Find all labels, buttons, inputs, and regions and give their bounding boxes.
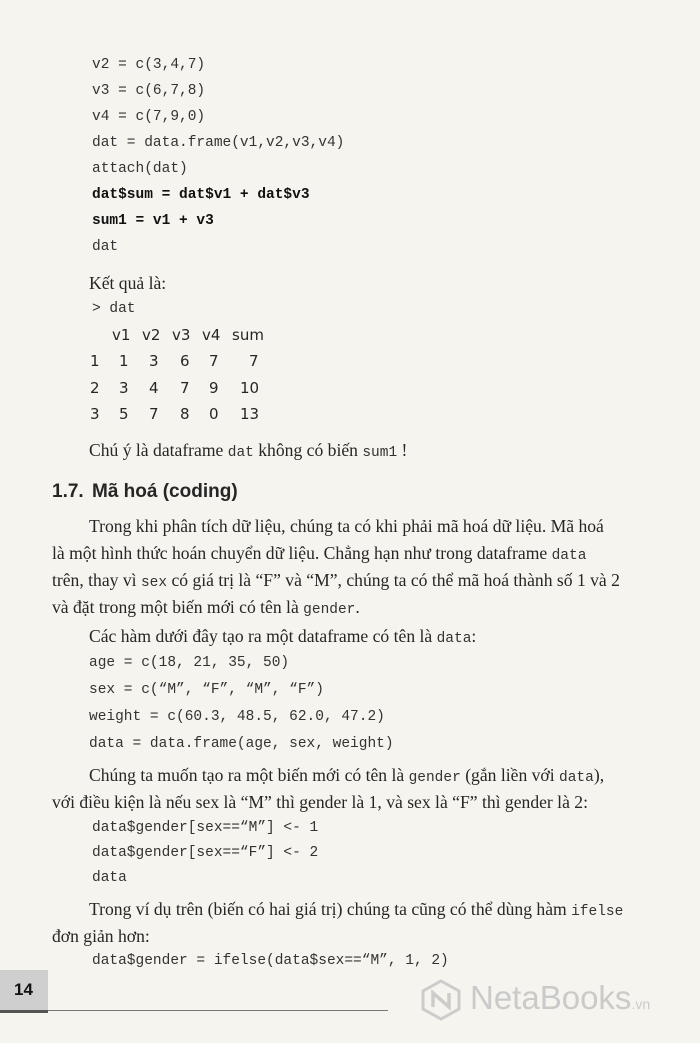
inline-code: gender	[408, 770, 461, 786]
text-part: trên, thay vì	[52, 570, 141, 590]
code-line: weight = c(60.3, 48.5, 62.0, 47.2)	[89, 709, 385, 725]
table-cell: 7	[249, 352, 259, 370]
text-part: Chúng ta muốn tạo ra một biến mới có tên là	[89, 765, 409, 785]
note-part: Chú ý là dataframe	[89, 440, 228, 460]
table-header-cell: v4	[202, 326, 221, 344]
table-header-cell: v3	[172, 326, 191, 344]
table-cell: 8	[180, 405, 190, 423]
table-cell: 1	[90, 352, 100, 370]
table-cell: 9	[209, 379, 219, 397]
table-header-cell: v2	[142, 326, 161, 344]
code-line: dat = data.frame(v1,v2,v3,v4)	[92, 135, 345, 151]
table-cell: 7	[180, 379, 190, 397]
inline-code: data	[436, 631, 472, 647]
text-part: Các hàm dưới đây tạo ra một dataframe có tên là	[89, 626, 437, 646]
code-line: dat	[92, 239, 119, 255]
inline-code: data	[559, 770, 594, 786]
code-line: data$gender = ifelse(data$sex==“M”, 1, 2)	[92, 953, 449, 969]
table-cell: 7	[149, 405, 159, 423]
table-cell: 3	[119, 379, 129, 397]
table-cell: 6	[180, 352, 190, 370]
code-line: data = data.frame(age, sex, weight)	[89, 736, 394, 752]
table-cell: 5	[119, 405, 129, 423]
text-part: ),	[593, 765, 605, 785]
table-cell: 7	[209, 352, 219, 370]
text-part: (gắn liền với	[460, 765, 560, 785]
note-text	[89, 437, 659, 467]
table-cell: 3	[90, 405, 100, 423]
paragraph-line	[52, 567, 656, 597]
code-line: sex = c(“M”, “F”, “M”, “F”)	[89, 682, 324, 698]
paragraph-line: đơn giản hơn:	[52, 926, 150, 946]
code-line: v2 = c(3,4,7)	[92, 57, 206, 73]
table-cell: 3	[149, 352, 159, 370]
code-line: v3 = c(6,7,8)	[92, 83, 206, 99]
code-line-bold: dat$sum = dat$v1 + dat$v3	[92, 187, 310, 203]
inline-code: sex	[140, 575, 168, 591]
inline-code: ifelse	[571, 904, 624, 920]
table-cell: 0	[209, 405, 219, 423]
text-part: :	[471, 626, 477, 646]
watermark-brand: NetaBooks	[470, 979, 632, 1016]
paragraph-line	[89, 896, 657, 926]
code-line: data$gender[sex==“F”] <- 2	[92, 845, 319, 861]
result-label: Kết quả là:	[89, 273, 167, 293]
note-part: không có biến	[253, 440, 363, 460]
watermark	[470, 979, 650, 1017]
paragraph-line: Trong khi phân tích dữ liệu, chúng ta có khi phải mã hoá dữ liệu. Mã hoá	[89, 516, 604, 536]
inline-code: gender	[303, 602, 356, 618]
note-part: !	[397, 440, 408, 460]
table-header-cell: v1	[112, 326, 131, 344]
section-number: 1.7.	[52, 481, 84, 502]
watermark-suffix: .vn	[631, 996, 651, 1012]
page-number: 14	[14, 980, 33, 999]
text-part: .	[355, 597, 360, 617]
console-prompt: > dat	[92, 301, 136, 317]
table-cell: 13	[240, 405, 260, 423]
code-line: age = c(18, 21, 35, 50)	[89, 655, 290, 671]
paragraph-line	[52, 540, 656, 570]
paragraph-line	[52, 594, 656, 624]
table-cell: 2	[90, 379, 100, 397]
netabooks-logo-icon	[420, 979, 462, 1021]
section-title: Mã hoá (coding)	[92, 481, 238, 502]
table-cell: 1	[119, 352, 129, 370]
text-part: Trong ví dụ trên (biến có hai giá trị) chúng ta cũng có thể dùng hàm	[89, 899, 572, 919]
code-line: attach(dat)	[92, 161, 188, 177]
inline-code: data	[551, 548, 587, 564]
paragraph-line: với điều kiện là nếu sex là “M” thì gender là 1, và sex là “F” thì gender là 2:	[52, 792, 588, 812]
paragraph-line	[89, 623, 657, 653]
inline-code: dat	[227, 445, 254, 461]
text-part: là một hình thức hoán chuyển dữ liệu. Chẳng hạn như trong dataframe	[52, 543, 552, 563]
code-line-bold: sum1 = v1 + v3	[92, 213, 214, 229]
inline-code: sum1	[362, 445, 398, 461]
footer-rule	[48, 1010, 388, 1011]
code-line: data	[92, 870, 127, 886]
code-line: v4 = c(7,9,0)	[92, 109, 206, 125]
code-line: data$gender[sex==“M”] <- 1	[92, 820, 319, 836]
section-heading	[52, 481, 238, 503]
paragraph-line	[89, 762, 657, 792]
table-header-cell: sum	[232, 326, 264, 344]
table-cell: 10	[240, 379, 260, 397]
text-part: và đặt trong một biến mới có tên là	[52, 597, 304, 617]
table-cell: 4	[149, 379, 159, 397]
text-part: có giá trị là “F” và “M”, chúng ta có thể mã hoá thành số 1 và 2	[167, 570, 620, 590]
